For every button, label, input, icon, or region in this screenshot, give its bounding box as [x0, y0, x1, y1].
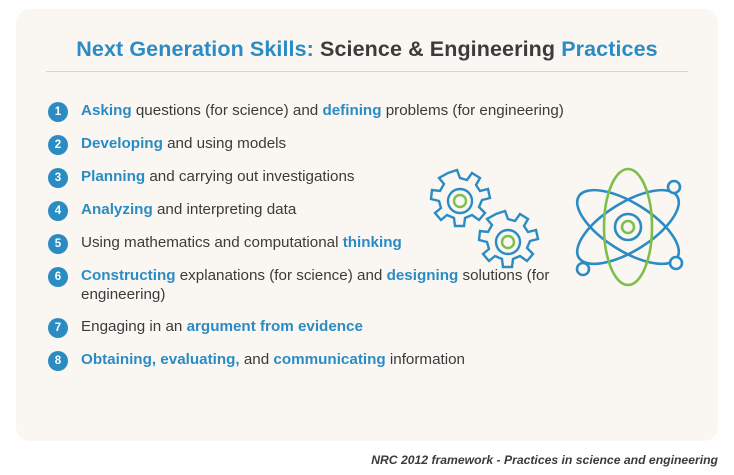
practice-text-segment-0: Obtaining, evaluating,	[81, 350, 240, 368]
practice-text-segment-3: solutions (for engineering)	[81, 267, 550, 304]
practice-text	[81, 200, 296, 219]
practice-number-badge: 3	[48, 168, 68, 188]
title-divider	[46, 71, 688, 72]
practice-text	[81, 134, 286, 153]
practice-text-segment-0: Engaging in an	[81, 317, 187, 335]
list-item	[48, 200, 668, 221]
list-item	[48, 101, 668, 122]
list-item	[48, 167, 668, 188]
practice-number-badge: 1	[48, 102, 68, 122]
practice-number-badge: 5	[48, 234, 68, 254]
list-item	[48, 233, 668, 254]
practice-text-segment-0: Analyzing	[81, 201, 153, 218]
practice-text-segment-3: information	[385, 350, 466, 368]
practice-number-badge: 8	[48, 351, 68, 371]
practice-number-badge: 6	[48, 267, 68, 287]
practice-text	[81, 233, 402, 252]
practice-number-badge: 7	[48, 318, 68, 338]
page-title-part-2: Practices	[561, 37, 658, 61]
page-title	[16, 37, 718, 62]
practice-text-segment-1: and using models	[162, 135, 287, 152]
practice-text-segment-1: argument from evidence	[186, 317, 363, 335]
list-item	[48, 134, 668, 155]
practice-text-segment-1: thinking	[342, 234, 402, 251]
page-title-part-0: Next Generation Skills:	[76, 37, 314, 61]
practice-text-segment-2: defining	[322, 102, 382, 119]
practice-text-segment-3: problems (for engineering)	[381, 102, 564, 119]
practice-text-segment-2: designing	[386, 267, 459, 284]
practice-text-segment-1: and carrying out investigations	[145, 168, 355, 185]
practice-number-badge: 2	[48, 135, 68, 155]
practice-text	[81, 101, 564, 120]
infographic-card	[16, 9, 718, 467]
practice-text-segment-0: Using mathematics and computational	[81, 234, 343, 251]
practice-text-segment-0: Developing	[81, 135, 163, 152]
page-title-part-1: Science & Engineering	[313, 37, 562, 61]
practice-text-segment-2: communicating	[273, 350, 386, 368]
source-citation: NRC 2012 framework - Practices in science and engineering	[371, 453, 718, 467]
list-item	[48, 317, 668, 338]
practice-text	[81, 317, 363, 336]
list-item	[48, 350, 668, 371]
list-item	[48, 266, 668, 305]
practice-text-segment-1: questions (for science) and	[131, 102, 323, 119]
practice-text	[81, 350, 465, 369]
practice-text-segment-0: Constructing	[81, 267, 176, 284]
practice-text-segment-1: and interpreting data	[152, 201, 297, 218]
practice-text-segment-1: and	[239, 350, 274, 368]
practice-text	[81, 167, 355, 186]
practice-text-segment-0: Planning	[81, 168, 146, 185]
practice-number-badge: 4	[48, 201, 68, 221]
practice-text	[81, 266, 621, 305]
practice-text-segment-0: Asking	[81, 102, 132, 119]
practice-text-segment-1: explanations (for science) and	[175, 267, 387, 284]
practices-list	[48, 101, 668, 383]
